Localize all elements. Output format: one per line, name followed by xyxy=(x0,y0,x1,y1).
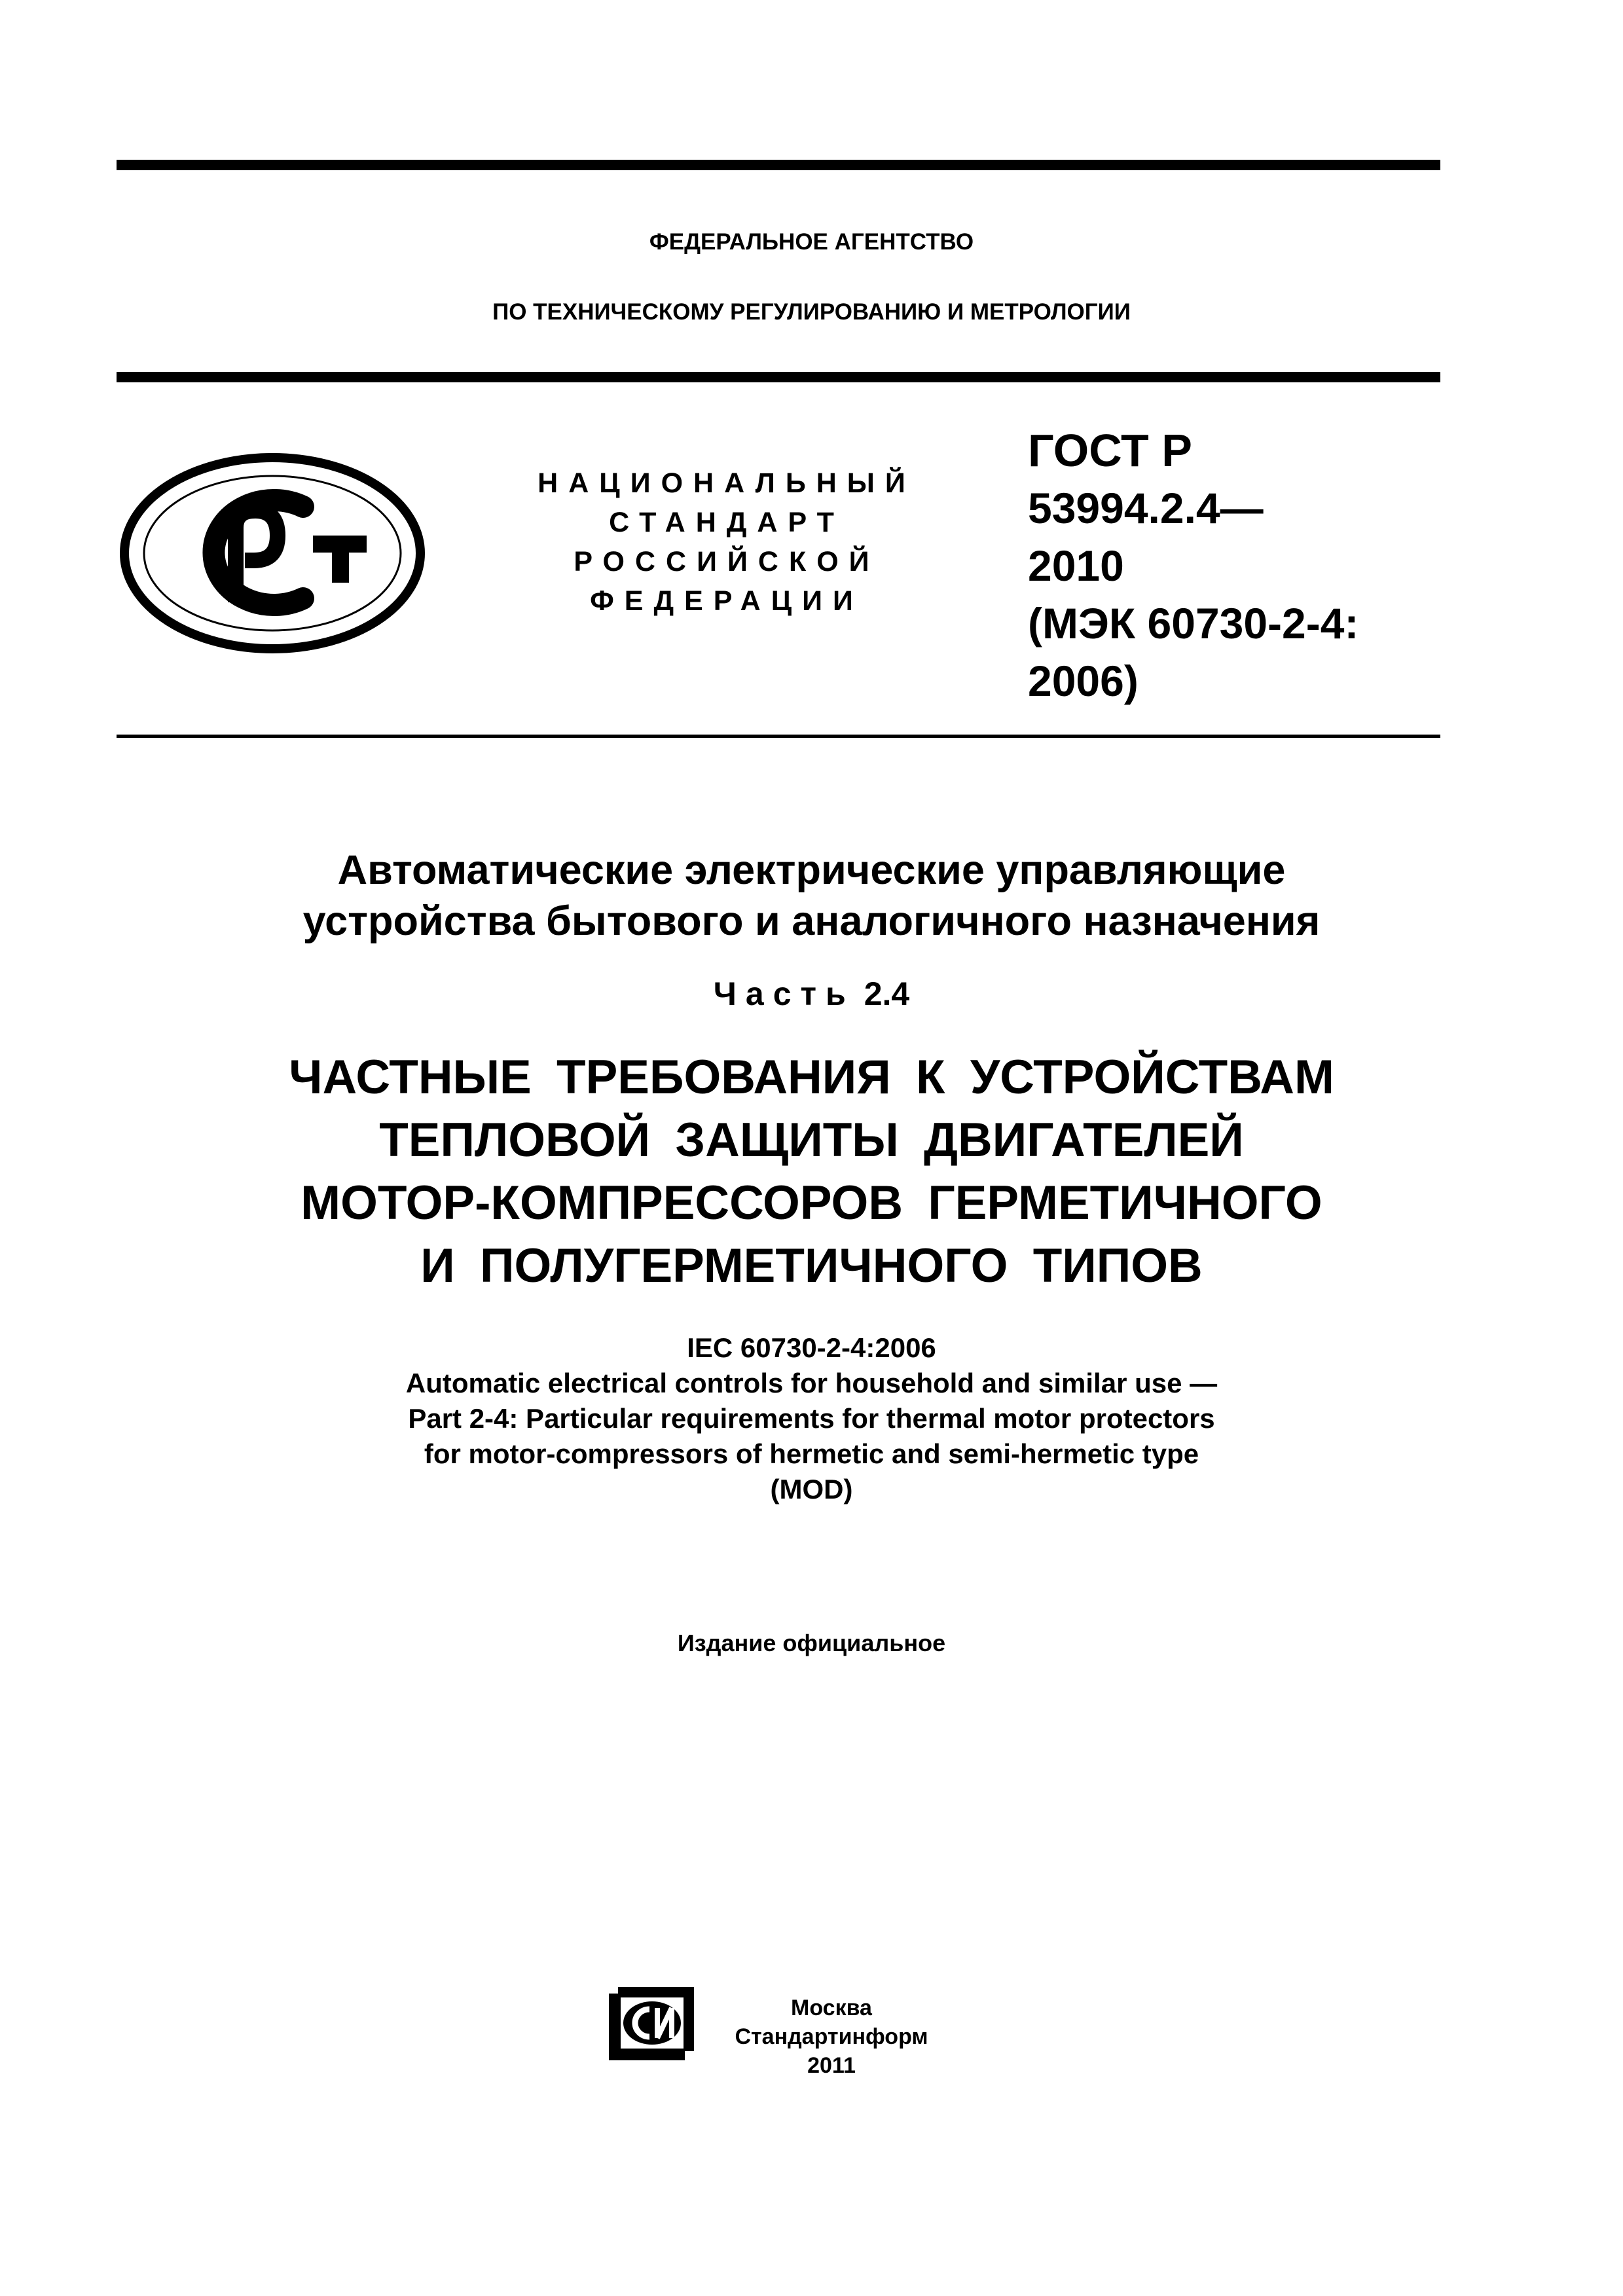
subtitle-line: ТЕПЛОВОЙ ЗАЩИТЫ ДВИГАТЕЛЕЙ xyxy=(379,1114,1244,1167)
title-line: Автоматические электрические управляющие xyxy=(337,847,1286,893)
publisher-name: Стандартинформ xyxy=(735,2024,928,2049)
agency-name-line1: ФЕДЕРАЛЬНОЕ АГЕНТСТВО xyxy=(649,229,974,255)
publisher-city: Москва xyxy=(791,1995,872,2020)
iec-line: IEC 60730-2-4:2006 xyxy=(687,1332,936,1363)
publisher-year: 2011 xyxy=(807,2053,856,2078)
middle-rule xyxy=(117,372,1440,382)
thin-rule xyxy=(117,735,1440,738)
document-title xyxy=(0,845,1623,947)
designation-line: (МЭК 60730-2-4: xyxy=(1028,599,1359,647)
iec-line: (MOD) xyxy=(770,1474,853,1504)
agency-name-line2: ПО ТЕХНИЧЕСКОМУ РЕГУЛИРОВАНИЮ И МЕТРОЛОГИИ xyxy=(492,299,1131,325)
designation-line: 53994.2.4— xyxy=(1028,484,1264,532)
part-word: Часть xyxy=(713,975,855,1012)
national-standard-line: СТАНДАРТ xyxy=(609,507,845,538)
standard-designation xyxy=(1028,422,1434,710)
national-standard-line: РОССИЙСКОЙ xyxy=(574,546,880,577)
top-rule xyxy=(117,160,1440,170)
iec-line: Part 2-4: Particular requirements for thermal motor protectors xyxy=(408,1403,1215,1434)
national-standard-line: ФЕДЕРАЦИИ xyxy=(590,585,864,617)
title-line: устройства бытового и аналогичного назначения xyxy=(302,898,1321,944)
iec-line: Automatic electrical controls for household and similar use — xyxy=(405,1368,1218,1398)
national-standard-line: НАЦИОНАЛЬНЫЙ xyxy=(538,467,916,499)
publisher-block xyxy=(727,1994,936,2080)
subtitle-line: И ПОЛУГЕРМЕТИЧНОГО ТИПОВ xyxy=(420,1239,1203,1292)
designation-line: 2010 xyxy=(1028,541,1124,590)
subtitle-line: ЧАСТНЫЕ ТРЕБОВАНИЯ К УСТРОЙСТВАМ xyxy=(289,1051,1334,1104)
designation-line: 2006) xyxy=(1028,657,1139,705)
iec-reference xyxy=(0,1330,1623,1507)
iec-line: for motor-compressors of hermetic and semi-hermetic type xyxy=(424,1438,1199,1469)
rst-emblem-icon xyxy=(117,450,428,656)
document-subtitle xyxy=(0,1046,1623,1298)
designation-line: ГОСТ Р xyxy=(1028,425,1192,476)
edition-label: Издание официальное xyxy=(677,1630,946,1656)
standartinform-logo-icon xyxy=(606,1984,698,2063)
subtitle-line: МОТОР-КОМПРЕССОРОВ ГЕРМЕТИЧНОГО xyxy=(301,1176,1322,1230)
part-heading xyxy=(0,974,1623,1013)
part-number: 2.4 xyxy=(864,975,910,1012)
national-standard-label xyxy=(484,464,969,621)
